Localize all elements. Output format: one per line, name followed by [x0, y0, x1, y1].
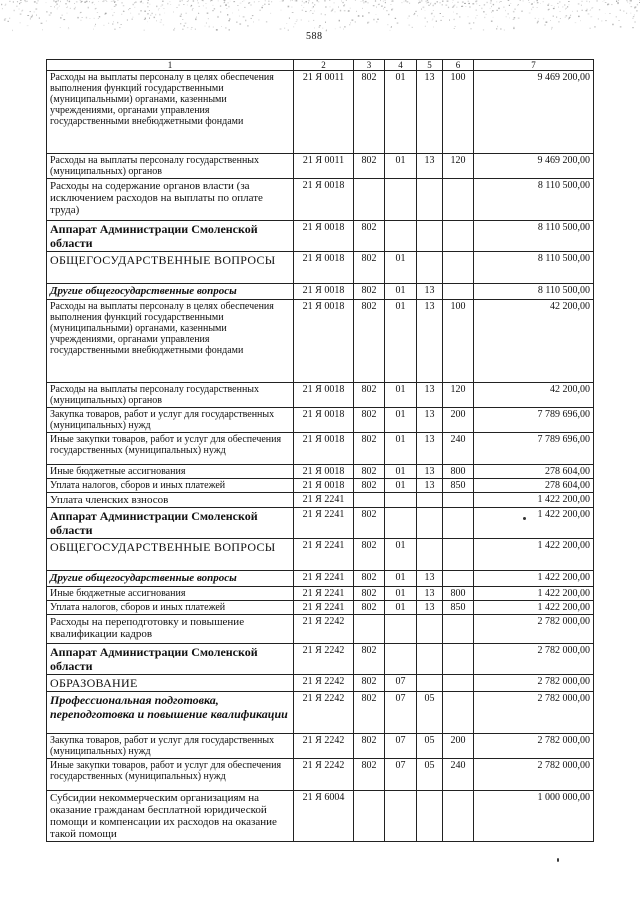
cell-pr: 13: [417, 587, 443, 601]
cell-name: Закупка товаров, работ и услуг для государственных (муниципальных) нужд: [47, 408, 294, 433]
cell-gr: 802: [354, 479, 385, 493]
cell-code: 21 Я 2242: [294, 692, 354, 734]
cell-pr: 13: [417, 479, 443, 493]
cell-name: Иные бюджетные ассигнования: [47, 587, 294, 601]
cell-vr: 120: [443, 383, 474, 408]
cell-pr: [417, 252, 443, 284]
cell-code: 21 Я 0018: [294, 179, 354, 221]
cell-gr: 802: [354, 383, 385, 408]
cell-sum: 2 782 000,00: [474, 675, 594, 692]
table-row: [47, 587, 594, 601]
cell-code: 21 Я 2242: [294, 644, 354, 675]
cell-sum: 1 422 200,00: [474, 587, 594, 601]
cell-rz: 01: [385, 154, 417, 179]
cell-rz: 07: [385, 675, 417, 692]
cell-pr: 13: [417, 465, 443, 479]
cell-gr: 802: [354, 759, 385, 791]
cell-pr: [417, 179, 443, 221]
cell-gr: 802: [354, 154, 385, 179]
cell-code: 21 Я 2242: [294, 734, 354, 759]
cell-name: Расходы на выплаты персоналу в целях обеспечения выполнения функций государственными (муниципальными) органами, казенными учреждениями, органами управления государственными внебюджетными фондами: [47, 300, 294, 383]
cell-vr: 120: [443, 154, 474, 179]
cell-code: 21 Я 0018: [294, 221, 354, 252]
cell-code: 21 Я 2242: [294, 759, 354, 791]
cell-gr: 802: [354, 675, 385, 692]
cell-code: 21 Я 2242: [294, 675, 354, 692]
header-col-2: 2: [294, 60, 354, 71]
cell-gr: 802: [354, 221, 385, 252]
cell-gr: 802: [354, 734, 385, 759]
scan-speck: [523, 517, 526, 520]
cell-name: Уплата членских взносов: [47, 493, 294, 508]
cell-vr: 800: [443, 465, 474, 479]
cell-gr: 802: [354, 571, 385, 587]
table-row: [47, 221, 594, 252]
cell-gr: 802: [354, 601, 385, 615]
cell-name: ОБРАЗОВАНИЕ: [47, 675, 294, 692]
cell-sum: 7 789 696,00: [474, 433, 594, 465]
cell-vr: [443, 508, 474, 539]
table-row: [47, 154, 594, 179]
cell-sum: 1 422 200,00: [474, 508, 594, 539]
cell-name: Профессиональная подготовка, переподготовка и повышение квалификации: [47, 692, 294, 734]
cell-pr: 13: [417, 154, 443, 179]
cell-rz: 01: [385, 300, 417, 383]
table-row: [47, 408, 594, 433]
cell-rz: [385, 221, 417, 252]
cell-name: ОБЩЕГОСУДАРСТВЕННЫЕ ВОПРОСЫ: [47, 539, 294, 571]
cell-vr: [443, 791, 474, 842]
cell-sum: 8 110 500,00: [474, 179, 594, 221]
cell-code: 21 Я 0011: [294, 154, 354, 179]
cell-pr: 13: [417, 433, 443, 465]
cell-rz: 01: [385, 571, 417, 587]
cell-gr: 802: [354, 587, 385, 601]
cell-gr: 802: [354, 539, 385, 571]
cell-vr: 100: [443, 71, 474, 154]
cell-gr: [354, 615, 385, 644]
cell-code: 21 Я 0018: [294, 465, 354, 479]
cell-gr: 802: [354, 465, 385, 479]
table-row: [47, 692, 594, 734]
cell-sum: 7 789 696,00: [474, 408, 594, 433]
cell-pr: [417, 615, 443, 644]
cell-gr: [354, 179, 385, 221]
table-row: [47, 644, 594, 675]
cell-gr: [354, 791, 385, 842]
cell-vr: 240: [443, 759, 474, 791]
cell-vr: [443, 615, 474, 644]
cell-gr: 802: [354, 433, 385, 465]
cell-rz: [385, 493, 417, 508]
cell-vr: [443, 179, 474, 221]
cell-name: ОБЩЕГОСУДАРСТВЕННЫЕ ВОПРОСЫ: [47, 252, 294, 284]
table-row: [47, 539, 594, 571]
cell-vr: [443, 493, 474, 508]
cell-pr: [417, 493, 443, 508]
cell-vr: [443, 539, 474, 571]
cell-pr: [417, 539, 443, 571]
budget-table: [46, 59, 594, 842]
table-row: [47, 383, 594, 408]
cell-vr: [443, 644, 474, 675]
cell-pr: 13: [417, 601, 443, 615]
cell-rz: [385, 179, 417, 221]
cell-name: Аппарат Администрации Смоленской области: [47, 221, 294, 252]
cell-name: Аппарат Администрации Смоленской области: [47, 644, 294, 675]
cell-pr: 13: [417, 408, 443, 433]
cell-sum: 9 469 200,00: [474, 154, 594, 179]
cell-pr: 05: [417, 734, 443, 759]
cell-rz: 01: [385, 465, 417, 479]
cell-pr: [417, 221, 443, 252]
cell-rz: 01: [385, 408, 417, 433]
cell-sum: 1 000 000,00: [474, 791, 594, 842]
cell-name: Расходы на содержание органов власти (за исключением расходов на выплаты по оплате труда): [47, 179, 294, 221]
header-col-4: 4: [385, 60, 417, 71]
cell-rz: [385, 644, 417, 675]
table-row: [47, 179, 594, 221]
cell-sum: 2 782 000,00: [474, 734, 594, 759]
header-col-1: 1: [47, 60, 294, 71]
cell-name: Расходы на выплаты персоналу в целях обеспечения выполнения функций государственными (муниципальными) органами, казенными учреждениями, органами управления государственными внебюджетными фондами: [47, 71, 294, 154]
cell-name: Закупка товаров, работ и услуг для государственных (муниципальных) нужд: [47, 734, 294, 759]
cell-vr: 240: [443, 433, 474, 465]
cell-rz: 07: [385, 759, 417, 791]
cell-sum: 8 110 500,00: [474, 252, 594, 284]
cell-rz: 01: [385, 71, 417, 154]
cell-name: Субсидии некоммерческим организациям на оказание гражданам бесплатной юридической помощи и компенсации их расходов на оказание такой помощи: [47, 791, 294, 842]
cell-name: Другие общегосударственные вопросы: [47, 571, 294, 587]
cell-gr: 802: [354, 284, 385, 300]
cell-rz: 01: [385, 252, 417, 284]
table-row: [47, 479, 594, 493]
cell-code: 21 Я 0018: [294, 252, 354, 284]
cell-vr: [443, 284, 474, 300]
table-row: [47, 734, 594, 759]
cell-vr: [443, 675, 474, 692]
cell-name: Иные закупки товаров, работ и услуг для обеспечения государственных (муниципальных) нужд: [47, 759, 294, 791]
cell-code: 21 Я 0018: [294, 284, 354, 300]
cell-sum: 1 422 200,00: [474, 539, 594, 571]
cell-code: 21 Я 2241: [294, 587, 354, 601]
cell-gr: 802: [354, 252, 385, 284]
table-row: [47, 571, 594, 587]
cell-pr: 13: [417, 300, 443, 383]
cell-vr: 200: [443, 408, 474, 433]
cell-rz: 01: [385, 539, 417, 571]
header-col-5: 5: [417, 60, 443, 71]
cell-sum: 1 422 200,00: [474, 601, 594, 615]
cell-rz: 07: [385, 692, 417, 734]
cell-code: 21 Я 2241: [294, 601, 354, 615]
cell-rz: 01: [385, 479, 417, 493]
cell-vr: [443, 571, 474, 587]
cell-gr: 802: [354, 508, 385, 539]
cell-sum: 8 110 500,00: [474, 284, 594, 300]
cell-rz: [385, 615, 417, 644]
cell-gr: 802: [354, 644, 385, 675]
table-row: [47, 465, 594, 479]
cell-vr: [443, 221, 474, 252]
cell-pr: 13: [417, 571, 443, 587]
table-row: [47, 759, 594, 791]
table-row: [47, 615, 594, 644]
cell-sum: 2 782 000,00: [474, 644, 594, 675]
table-row: [47, 433, 594, 465]
cell-gr: 802: [354, 71, 385, 154]
cell-name: Расходы на выплаты персоналу государственных (муниципальных) органов: [47, 383, 294, 408]
cell-sum: 2 782 000,00: [474, 615, 594, 644]
cell-name: Иные бюджетные ассигнования: [47, 465, 294, 479]
cell-vr: 200: [443, 734, 474, 759]
table-row: [47, 284, 594, 300]
cell-sum: 2 782 000,00: [474, 692, 594, 734]
header-col-3: 3: [354, 60, 385, 71]
cell-rz: 01: [385, 284, 417, 300]
cell-code: 21 Я 0018: [294, 408, 354, 433]
cell-code: 21 Я 0011: [294, 71, 354, 154]
cell-pr: [417, 644, 443, 675]
cell-name: Расходы на переподготовку и повышение квалификации кадров: [47, 615, 294, 644]
table-row: [47, 675, 594, 692]
cell-code: 21 Я 0018: [294, 300, 354, 383]
cell-sum: 8 110 500,00: [474, 221, 594, 252]
cell-code: 21 Я 2241: [294, 508, 354, 539]
cell-code: 21 Я 2241: [294, 493, 354, 508]
cell-sum: 2 782 000,00: [474, 759, 594, 791]
table-row: [47, 300, 594, 383]
header-row: [47, 60, 594, 71]
cell-name: Иные закупки товаров, работ и услуг для обеспечения государственных (муниципальных) нужд: [47, 433, 294, 465]
cell-sum: 42 200,00: [474, 300, 594, 383]
cell-vr: 100: [443, 300, 474, 383]
table-row: [47, 252, 594, 284]
cell-pr: 13: [417, 71, 443, 154]
cell-sum: 42 200,00: [474, 383, 594, 408]
cell-pr: 13: [417, 383, 443, 408]
cell-pr: [417, 508, 443, 539]
cell-pr: 05: [417, 759, 443, 791]
cell-gr: 802: [354, 300, 385, 383]
scan-speck: [557, 858, 559, 862]
cell-code: 21 Я 2241: [294, 539, 354, 571]
cell-sum: 1 422 200,00: [474, 571, 594, 587]
page-number: 588: [306, 31, 323, 42]
header-col-6: 6: [443, 60, 474, 71]
cell-gr: 802: [354, 692, 385, 734]
cell-rz: 07: [385, 734, 417, 759]
cell-code: 21 Я 0018: [294, 479, 354, 493]
cell-sum: 278 604,00: [474, 479, 594, 493]
cell-rz: [385, 508, 417, 539]
cell-vr: [443, 252, 474, 284]
cell-vr: 800: [443, 587, 474, 601]
cell-rz: [385, 791, 417, 842]
cell-name: Другие общегосударственные вопросы: [47, 284, 294, 300]
cell-sum: 278 604,00: [474, 465, 594, 479]
cell-sum: 9 469 200,00: [474, 71, 594, 154]
cell-code: 21 Я 2242: [294, 615, 354, 644]
cell-name: Уплата налогов, сборов и иных платежей: [47, 479, 294, 493]
cell-pr: 05: [417, 692, 443, 734]
cell-pr: [417, 675, 443, 692]
cell-vr: 850: [443, 601, 474, 615]
table-row: [47, 601, 594, 615]
cell-rz: 01: [385, 587, 417, 601]
header-col-7: 7: [474, 60, 594, 71]
cell-code: 21 Я 2241: [294, 571, 354, 587]
table-row: [47, 493, 594, 508]
cell-vr: 850: [443, 479, 474, 493]
table-row: [47, 71, 594, 154]
cell-gr: 802: [354, 408, 385, 433]
cell-name: Уплата налогов, сборов и иных платежей: [47, 601, 294, 615]
cell-name: Аппарат Администрации Смоленской области: [47, 508, 294, 539]
cell-rz: 01: [385, 433, 417, 465]
cell-name: Расходы на выплаты персоналу государственных (муниципальных) органов: [47, 154, 294, 179]
cell-vr: [443, 692, 474, 734]
table-row: [47, 508, 594, 539]
cell-gr: [354, 493, 385, 508]
cell-rz: 01: [385, 601, 417, 615]
cell-code: 21 Я 0018: [294, 383, 354, 408]
cell-pr: 13: [417, 284, 443, 300]
cell-pr: [417, 791, 443, 842]
cell-sum: 1 422 200,00: [474, 493, 594, 508]
cell-code: 21 Я 6004: [294, 791, 354, 842]
cell-rz: 01: [385, 383, 417, 408]
table-row: [47, 791, 594, 842]
cell-code: 21 Я 0018: [294, 433, 354, 465]
